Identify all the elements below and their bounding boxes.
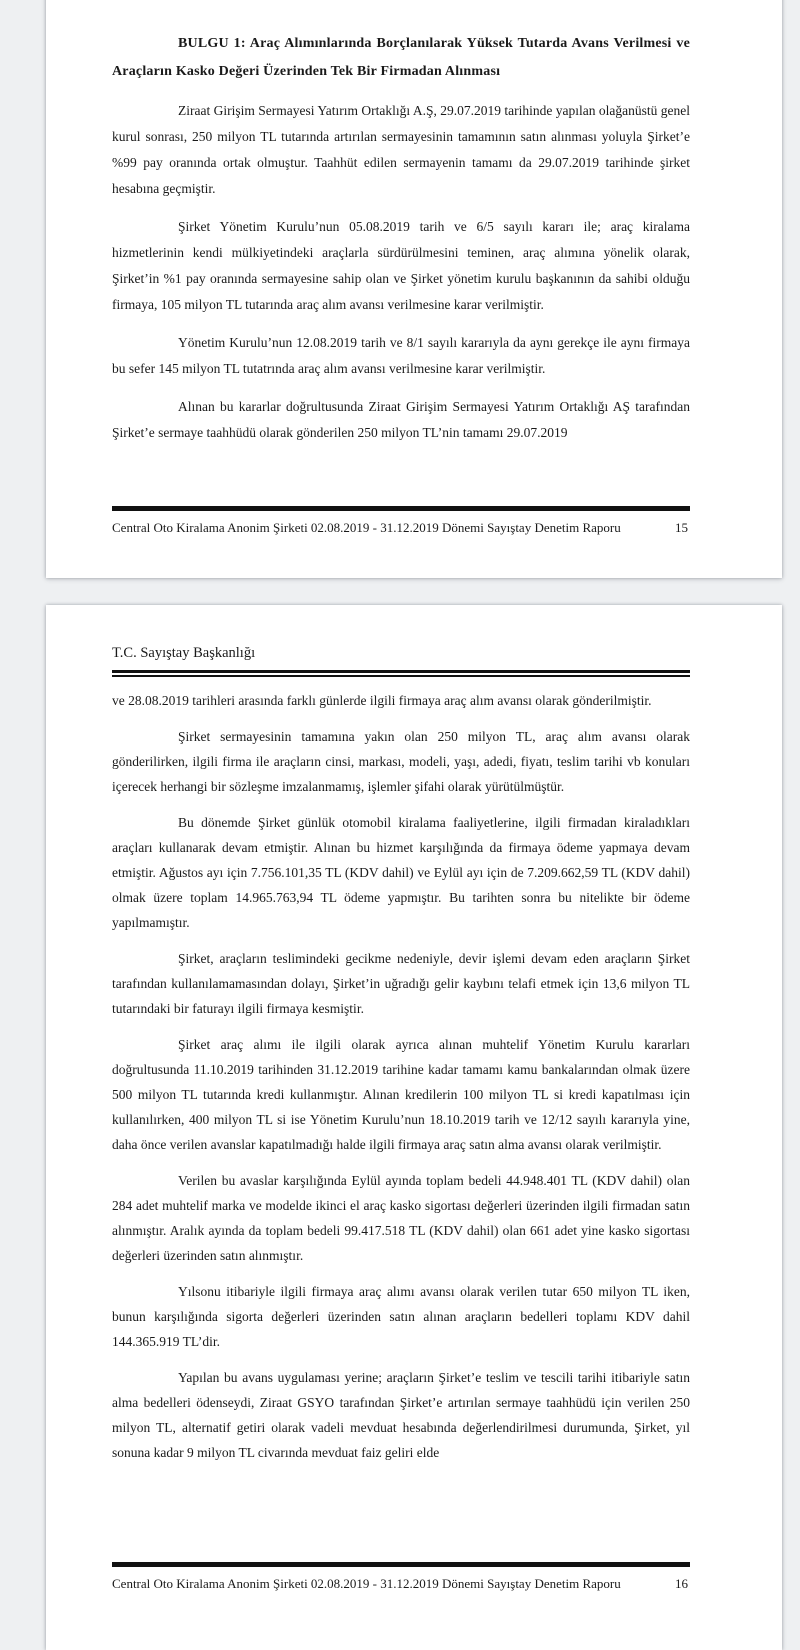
paragraph: Bu dönemde Şirket günlük otomobil kiralama faaliyetlerine, ilgili firmadan kiraladıkları araçları kullanarak devam etmiştir. Alınan bu hizmet karşılığında da firmaya ödeme yapmaya devam etmiştir. Ağustos ayı için 7.756.101,35 TL (KDV dahil) ve Eylül ayı için de 7.209.662,59 TL (KDV dahil) olmak üzere toplam 14.965.763,94 TL ödeme yapmıştır. Bu tarihten sonra bu nitelikte bir ödeme yapılmamıştır. [112,815,690,930]
footer-report-title: Central Oto Kiralama Anonim Şirketi 02.08.2019 - 31.12.2019 Dönemi Sayıştay Denetim Raporu [112,1576,621,1591]
header-rule [112,670,690,677]
footer-rule [112,1562,690,1567]
page-footer [112,506,690,536]
page-16 [46,605,782,1650]
finding-title: BULGU 1: Araç Alımınlarında Borçlanılarak Yüksek Tutarda Avans Verilmesi ve Araçların Kasko Değeri Üzerinden Tek Bir Firmadan Alınması [112,36,690,79]
paragraph: Ziraat Girişim Sermayesi Yatırım Ortaklığı A.Ş, 29.07.2019 tarihinde yapılan olağanüstü genel kurul sonrası, 250 milyon TL tutarında artırılan sermayesinin tamamının satın alınması yoluyla Şirket’e %99 pay oranında ortak olmuştur. Taahhüt edilen sermayenin tamamı da 29.07.2019 tarihinde şirket hesabına geçmiştir. [112,103,690,196]
paragraph: Şirket araç alımı ile ilgili olarak ayrıca alınan muhtelif Yönetim Kurulu kararları doğrultusunda 11.10.2019 tarihinden 31.12.2019 tarihine kadar tamamı kamu bankalarından olmak üzere 500 milyon TL tutarında kredi kullanmıştır. Alınan kredilerin 100 milyon TL si kredi kapatılması için kullanılırken, 400 milyon TL si ise Yönetim Kurulu’nun 18.10.2019 tarih ve 12/12 sayılı kararıyla yine, daha önce verilen avanslar kapatılmadığı halde ilgili firmaya araç satın alma avansı olarak verilmiştir. [112,1037,690,1152]
paragraph: Şirket sermayesinin tamamına yakın olan 250 milyon TL, araç alım avansı olarak gönderilirken, ilgili firma ile araçların cinsi, markası, modeli, yaşı, adedi, fiyatı, teslim tarihi vb konuları içerecek herhangi bir sözleşme imzalanmamış, işlemler şifahi olarak yürütülmüştür. [112,729,690,794]
footer-page-number: 15 [675,520,688,535]
report-header: T.C. Sayıştay Başkanlığı [112,645,256,661]
paragraph: ve 28.08.2019 tarihleri arasında farklı günlerde ilgili firmaya araç alım avansı olarak gönderilmiştir. [112,693,652,708]
footer-page-number: 16 [675,1576,688,1591]
paragraph: Şirket, araçların teslimindeki gecikme nedeniyle, devir işlemi devam eden araçların Şirket tarafından kullanılamamasından dolayı, Şirket’in uğradığı gelir kaybını telafi etmek için 13,6 milyon TL tutarındaki bir faturayı ilgili firmaya kesmiştir. [112,951,690,1016]
paragraph: Yapılan bu avans uygulaması yerine; araçların Şirket’e teslim ve tescili tarihi itibariyle satın alma bedelleri ödenseydi, Ziraat GSYO tarafından Şirket’e artırılan sermaye taahhüdü için verilen 250 milyon TL, alternatif getiri olarak vadeli mevduat hesabında değerlendirilmesi durumunda, Şirket, yıl sonuna kadar 9 milyon TL civarında mevduat faiz geliri elde [112,1370,690,1460]
page-15 [46,0,782,578]
paragraph: Şirket Yönetim Kurulu’nun 05.08.2019 tarih ve 6/5 sayılı kararı ile; araç kiralama hizmetlerinin kendi mülkiyetindeki araçlarla sürdürülmesini teminen, araç alımına yönelik olarak, Şirket’in %1 pay oranında sermayesine sahip olan ve Şirket yönetim kurulu başkanının da sahibi olduğu firmaya, 105 milyon TL tutarında araç alım avansı verilmesine karar verilmiştir. [112,219,690,312]
page-footer [112,1562,690,1592]
paragraph: Verilen bu avaslar karşılığında Eylül ayında toplam bedeli 44.948.401 TL (KDV dahil) olan 284 adet muhtelif marka ve modelde ikinci el araç kasko sigortası değerleri üzerinden ilgili firmadan satın alınmıştır. Aralık ayında da toplam bedeli 99.417.518 TL (KDV dahil) olan 661 adet yine kasko sigortası değerleri üzerinden satın alınmıştır. [112,1173,690,1263]
paragraph: Yılsonu itibariyle ilgili firmaya araç alımı avansı olarak verilen tutar 650 milyon TL iken, bunun karşılığında sigorta değerleri üzerinden satın alınan araçların bedelleri toplamı KDV dahil 144.365.919 TL’dir. [112,1284,690,1349]
paragraph: Yönetim Kurulu’nun 12.08.2019 tarih ve 8/1 sayılı kararıyla da aynı gerekçe ile aynı firmaya bu sefer 145 milyon TL tutatrında araç alım avansı verilmesine karar verilmiştir. [112,335,690,376]
paragraph: Alınan bu kararlar doğrultusunda Ziraat Girişim Sermayesi Yatırım Ortaklığı AŞ tarafından Şirket’e sermaye taahhüdü olarak gönderilen 250 milyon TL’nin tamamı 29.07.2019 [112,399,690,440]
footer-report-title: Central Oto Kiralama Anonim Şirketi 02.08.2019 - 31.12.2019 Dönemi Sayıştay Denetim Raporu [112,520,621,535]
footer-rule [112,506,690,511]
